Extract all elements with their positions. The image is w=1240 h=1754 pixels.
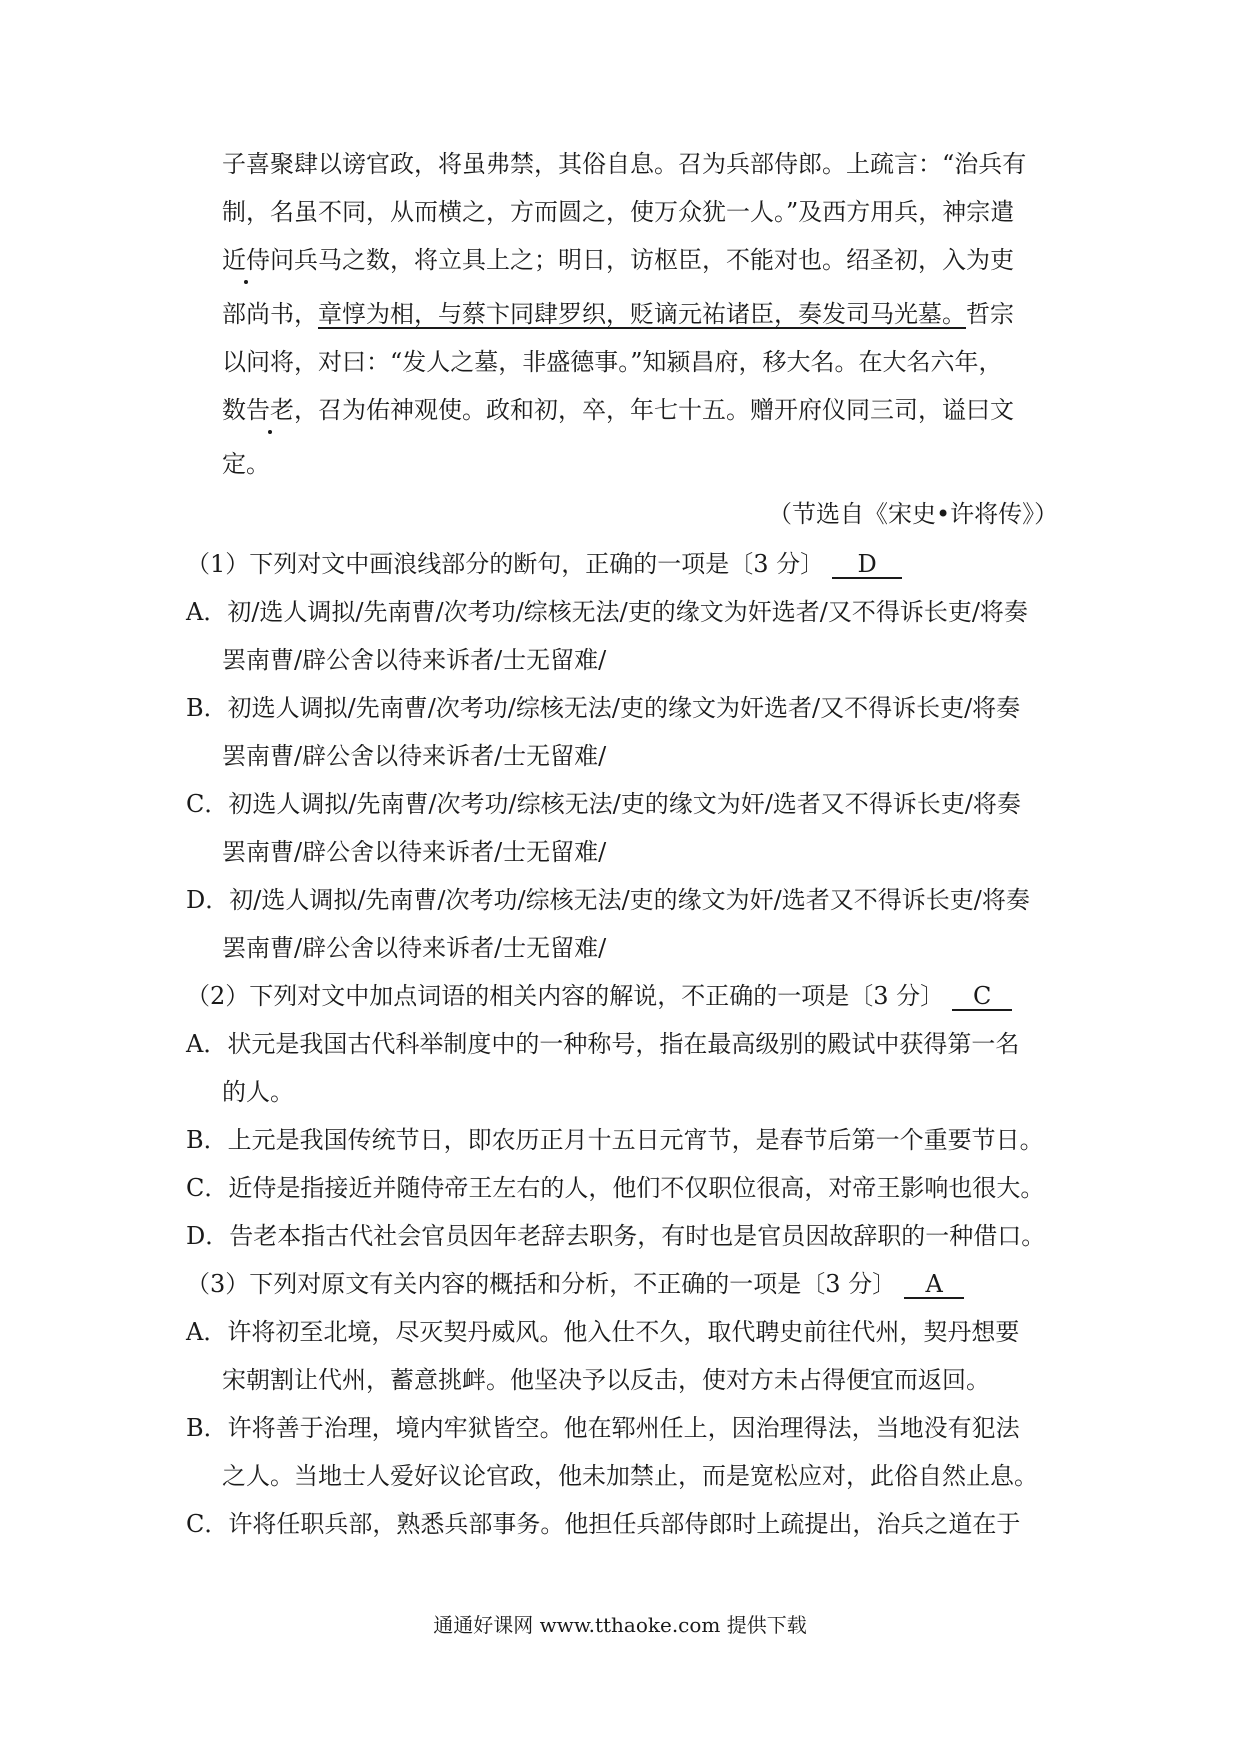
option-line: 罢南曹/辟公舍以待来诉者/士无留难/ xyxy=(222,742,607,770)
option-line: A．初/选人调拟/先南曹/次考功/综核无法/吏的缘文为奸选者/又不得诉长吏/将奏 xyxy=(186,598,1028,626)
passage-text: 数 xyxy=(222,396,246,424)
option-line: B．初选人调拟/先南曹/次考功/综核无法/吏的缘文为奸选者/又不得诉长吏/将奏 xyxy=(186,694,1021,722)
option-line: D．告老本指古代社会官员因年老辞去职务，有时也是官员因故辞职的一种借口。 xyxy=(186,1222,1046,1250)
passage-text: 哲宗 xyxy=(966,300,1014,328)
option-line: B．上元是我国传统节日，即农历正月十五日元宵节，是春节后第一个重要节日。 xyxy=(186,1126,1044,1154)
dotted-term-gaolao: 告老 xyxy=(246,396,294,424)
option-line: 罢南曹/辟公舍以待来诉者/士无留难/ xyxy=(222,646,607,674)
option-line: C．初选人调拟/先南曹/次考功/综核无法/吏的缘文为奸/选者又不得诉长吏/将奏 xyxy=(186,790,1021,818)
answer-blank: A xyxy=(904,1271,964,1299)
answer-blank: C xyxy=(952,983,1012,1011)
question-stem xyxy=(186,548,902,580)
question-text: （1）下列对文中画浪线部分的断句，正确的一项是〔3 分〕 xyxy=(186,550,825,578)
option-line: 宋朝割让代州，蓄意挑衅。他坚决予以反击，使对方未占得便宜而返回。 xyxy=(222,1366,990,1394)
passage-text: 部尚书， xyxy=(222,300,318,328)
option-line: C．近侍是指接近并随侍帝王左右的人，他们不仅职位很高，对帝王影响也很大。 xyxy=(186,1174,1045,1202)
answer-blank: D xyxy=(832,551,902,579)
passage-line xyxy=(222,244,1014,276)
source-citation: （节选自《宋史•许将传》） xyxy=(768,500,1059,528)
passage-line: 制，名虽不同，从而横之，方而圆之，使万众犹一人。”及西方用兵，神宗遣 xyxy=(222,198,1015,226)
option-line: 之人。当地士人爱好议论官政，他未加禁止，而是宽松应对，此俗自然止息。 xyxy=(222,1462,1038,1490)
dotted-term-jinshi: 近侍 xyxy=(222,246,270,274)
question-text: （3）下列对原文有关内容的概括和分析，不正确的一项是〔3 分〕 xyxy=(186,1270,897,1298)
option-line: C．许将任职兵部，熟悉兵部事务。他担任兵部侍郎时上疏提出，治兵之道在于 xyxy=(186,1510,1021,1538)
question-stem xyxy=(186,1268,964,1300)
option-line: 罢南曹/辟公舍以待来诉者/士无留难/ xyxy=(222,934,607,962)
option-line: 罢南曹/辟公舍以待来诉者/士无留难/ xyxy=(222,838,607,866)
passage-line: 以问将，对曰：“发人之墓，非盛德事。”知颍昌府，移大名。在大名六年， xyxy=(222,348,1003,376)
passage-text: ，召为佑神观使。政和初，卒，年七十五。赠开府仪同三司，谥曰文 xyxy=(294,396,1014,424)
question-stem xyxy=(186,980,1012,1012)
passage-line xyxy=(222,298,1014,330)
underlined-sentence: 章惇为相，与蔡卞同肆罗织，贬谪元祐诸臣，奏发司马光墓。 xyxy=(318,300,966,328)
option-line: D．初/选人调拟/先南曹/次考功/综核无法/吏的缘文为奸/选者又不得诉长吏/将奏 xyxy=(186,886,1030,914)
option-line: B．许将善于治理，境内牢狱皆空。他在郓州任上，因治理得法，当地没有犯法 xyxy=(186,1414,1020,1442)
footer-credit: 通通好课网 www.tthaoke.com 提供下载 xyxy=(433,1613,807,1637)
option-line: A．状元是我国古代科举制度中的一种称号，指在最高级别的殿试中获得第一名 xyxy=(186,1030,1020,1058)
passage-line: 定。 xyxy=(222,450,270,478)
option-line: 的人。 xyxy=(222,1078,294,1106)
passage-line: 子喜聚肆以谤官政，将虽弗禁，其俗自息。召为兵部侍郎。上疏言：“治兵有 xyxy=(222,150,1027,178)
passage-line xyxy=(222,394,1014,426)
passage-text: 问兵马之数，将立具上之；明日，访枢臣，不能对也。绍圣初，入为吏 xyxy=(270,246,1014,274)
option-line: A．许将初至北境，尽灭契丹威风。他入仕不久，取代聘史前往代州，契丹想要 xyxy=(186,1318,1020,1346)
question-text: （2）下列对文中加点词语的相关内容的解说，不正确的一项是〔3 分〕 xyxy=(186,982,945,1010)
